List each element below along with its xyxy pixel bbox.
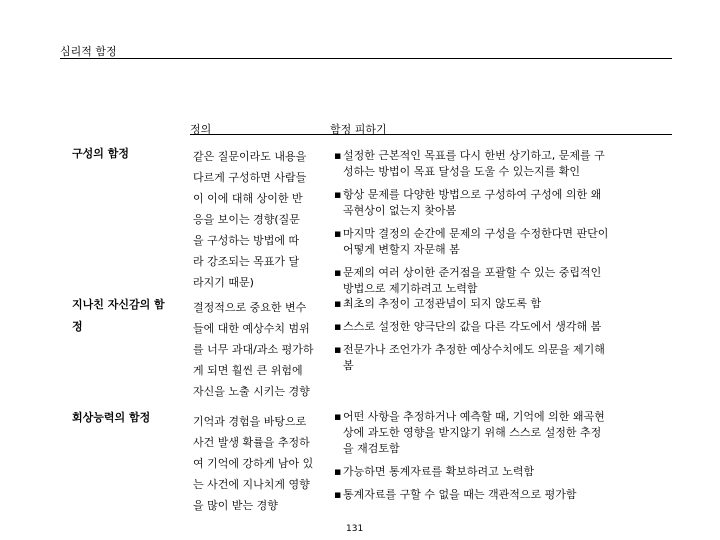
page-title: 심리적 함정 — [60, 45, 117, 58]
list-item: ▪ 통계자료를 구할 수 없을 때는 객관적으로 평가함 — [334, 488, 577, 501]
page-number: 131 — [346, 524, 364, 534]
list-item: ▪ 가능하면 통계자료를 확보하려고 노력함 — [334, 465, 535, 478]
bullet-icon: ▪ — [334, 465, 342, 478]
list-item: ▪ 마지막 결정의 순간에 문제의 구성을 수정한다면 판단이 어떻게 변할지 자문해 봄 — [334, 227, 609, 256]
header-divider — [190, 134, 672, 135]
bullet-icon: ▪ — [334, 227, 342, 240]
list-item: ▪ 최초의 추정이 고정관념이 되지 않도록 함 — [334, 297, 542, 310]
bullet-icon: ▪ — [334, 149, 342, 162]
column-header-definition: 정의 — [190, 123, 212, 136]
title-divider — [60, 58, 672, 59]
bullet-icon: ▪ — [334, 410, 342, 423]
list-item: ▪ 전문가나 조언가가 추정한 예상수치에도 의문을 제기해 봄 — [334, 343, 605, 372]
bullet-icon: ▪ — [334, 188, 342, 201]
bullet-icon: ▪ — [334, 297, 342, 310]
list-item: ▪ 스스로 설정한 양극단의 값을 다른 각도에서 생각해 봄 — [334, 320, 602, 333]
trap-name-framing: 구성의 함정 — [72, 147, 129, 160]
trap-definition-framing: 같은 질문이라도 내용을 다르게 구성하면 사람들 이 이에 대해 상이한 반 응을 보이는 경향(질문 을 구성하는 방법에 따 라 강조되는 목표가 달 라지기 때문) — [193, 150, 307, 289]
list-item: ▪ 설정한 근본적인 목표를 다시 한번 상기하고, 문제를 구 성하는 방법이 목표 달성을 도울 수 있는지를 확인 — [334, 149, 605, 178]
avoidance-list-overconfidence — [334, 296, 650, 381]
bullet-icon: ▪ — [334, 343, 342, 356]
trap-definition-overconfidence: 결정적으로 중요한 변수 들에 대한 예상수치 범위 를 너무 과대/과소 평가하 게 되면 훨씬 큰 위험에 자신을 노출 시키는 경향 — [193, 301, 314, 398]
list-item: ▪ 항상 문제를 다양한 방법으로 구성하여 구성에 의한 왜 곡현상이 없는지 찾아봄 — [334, 188, 602, 217]
trap-name-overconfidence: 지나친 자신감의 함 정 — [72, 298, 165, 333]
avoidance-list-recallability — [334, 409, 650, 510]
trap-definition-recallability: 기억과 경험을 바탕으로 사건 발생 확률을 추정하 여 기억에 강하게 남아 있 는 사건에 지나치게 영향 을 많이 받는 경향 — [193, 415, 314, 512]
trap-name-recallability: 회상능력의 함정 — [72, 411, 151, 424]
avoidance-list-framing — [334, 148, 650, 304]
column-header-avoidance: 함정 피하기 — [330, 123, 387, 136]
bullet-icon: ▪ — [334, 488, 342, 501]
list-item: ▪ 어떤 사항을 추정하거나 예측할 때, 기억에 의한 왜곡현 상에 과도한 영향을 받지않기 위해 스스로 설정한 추정 을 재검토함 — [334, 410, 605, 455]
list-item: ▪ 문제의 여러 상이한 준거점을 포괄할 수 있는 중립적인 방법으로 제기하려고 노력함 — [334, 266, 602, 295]
bullet-icon: ▪ — [334, 266, 342, 279]
bullet-icon: ▪ — [334, 320, 342, 333]
